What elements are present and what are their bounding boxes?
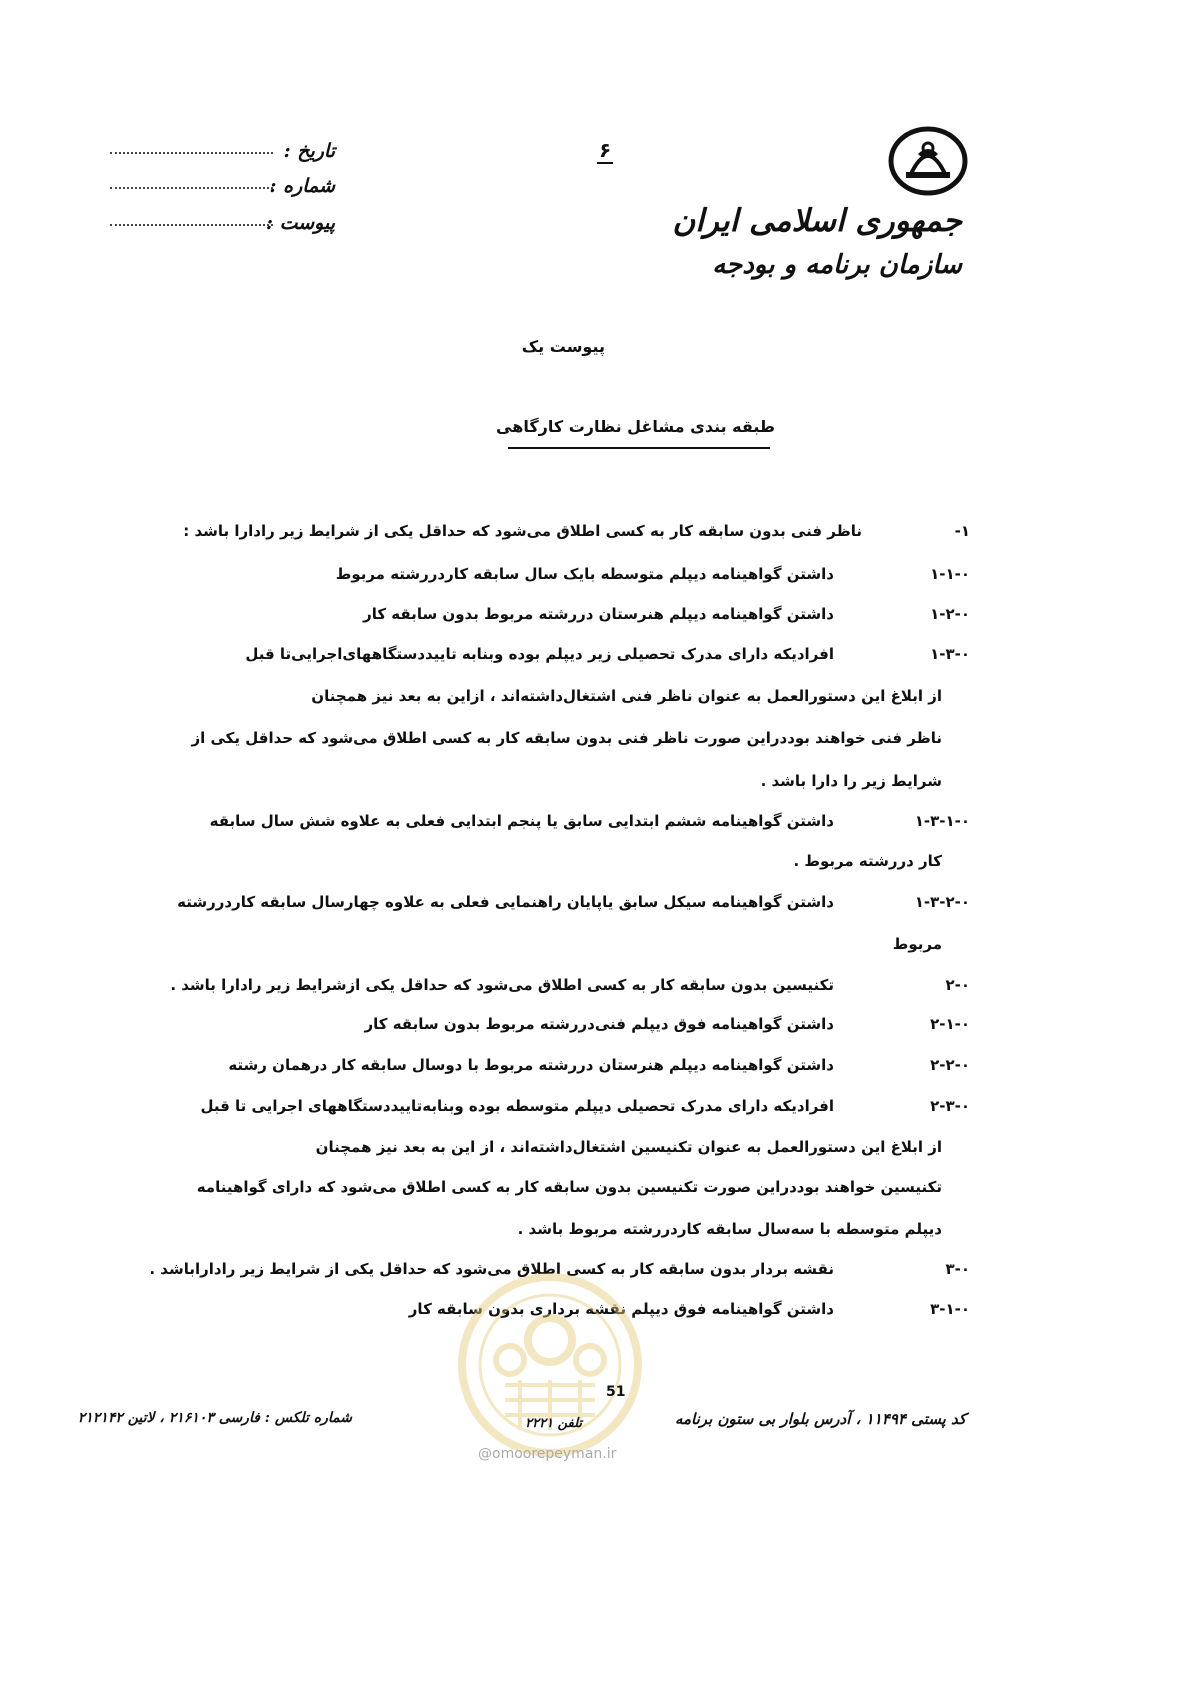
clause-text: ناظر فنی بدون سابقه کار به کسی اطلاق می‌شود که حداقل یکی از شرایط زیر رادارا باشد : <box>183 522 862 540</box>
footer-telex: شماره تلکس : فارسی ۲۱۶۱۰۳ ، لاتین ۲۱۲۱۴۲ <box>77 1410 352 1426</box>
attachment-label: پیوست : <box>265 212 335 234</box>
clause-text: مربوط <box>892 935 942 953</box>
clause-text: داشتن گواهینامه ششم ابتدایی سابق یا پنجم ابتدایی فعلی به علاوه شش سال سابقه <box>209 812 834 830</box>
clause-text: ناظر فنی خواهند بوددراین صورت ناظر فنی بدون سابقه کار به کسی اطلاق می‌شود که حداقل یکی از <box>191 729 942 747</box>
clause-number: -۱ <box>954 522 970 540</box>
document-title: طبقه بندی مشاغل نظارت کارگاهی <box>496 417 775 436</box>
clause-number: ۲-۱-۰ <box>930 1015 970 1033</box>
clause-text: افرادیکه دارای مدرک تحصیلی دیپلم متوسطه بوده وبنابه‌تاییددستگاههای اجرایی تا قبل <box>200 1097 834 1115</box>
clause-number: ۳-۰ <box>945 1260 970 1278</box>
clause-number: ۱-۳-۲-۰ <box>914 893 970 911</box>
clause-text: داشتن گواهینامه دیپلم هنرستان دررشته مربوط با دوسال سابقه کار درهمان رشته <box>228 1056 834 1074</box>
clause-text: داشتن گواهینامه دیپلم هنرستان دررشته مربوط بدون سابقه کار <box>363 605 834 623</box>
clause-text: کار دررشته مربوط . <box>793 852 942 870</box>
org-department: سازمان برنامه و بودجه <box>712 250 962 280</box>
clause-text: تکنیسین خواهند بوددراین صورت تکنیسین بدون سابقه کار به کسی اطلاق می‌شود که دارای گواهینامه <box>196 1178 942 1196</box>
footer-address: کد پستی ۱۱۴۹۴ ، آدرس بلوار بی ستون برنامه <box>674 1410 966 1428</box>
clause-text: دیپلم متوسطه با سه‌سال سابقه کاردررشته مربوط باشد . <box>517 1220 942 1238</box>
org-name: جمهوری اسلامی ایران <box>672 203 962 239</box>
clause-text: داشتن گواهینامه سیکل سابق یاپایان راهنمایی فعلی به علاوه چهارسال سابقه کاردررشته <box>177 893 834 911</box>
watermark-seal <box>450 1265 650 1465</box>
clause-text: داشتن گواهینامه فوق دیپلم نقشه برداری بدون سابقه کار <box>408 1300 834 1318</box>
clause-text: تکنیسین بدون سابقه کار به کسی اطلاق می‌شود که حداقل یکی ازشرایط زیر رادارا باشد . <box>170 976 834 994</box>
clause-text: شرایط زیر را دارا باشد . <box>760 772 942 790</box>
watermark-site: @omoorepeyman.ir <box>478 1446 617 1462</box>
clause-text: از ابلاغ این دستورالعمل به عنوان ناظر فنی اشتغال‌داشته‌اند ، ازاین به بعد نیز همچنان <box>311 687 942 705</box>
watermark-number: 51 <box>606 1384 626 1400</box>
attachment-heading: پیوست یک <box>521 337 605 356</box>
clause-text: داشتن گواهینامه فوق دیپلم فنی‌دررشته مربوط بدون سابقه کار <box>364 1015 834 1033</box>
clause-number: ۲-۲-۰ <box>930 1056 970 1074</box>
clause-text: داشتن گواهینامه دیپلم متوسطه بایک سال سابقه کاردررشته مربوط <box>335 565 834 583</box>
clause-text: از ابلاغ این دستورالعمل به عنوان تکنیسین اشتغال‌داشته‌اند ، از این به بعد نیز همچنان <box>315 1138 942 1156</box>
footer-phone: تلفن ۲۲۲۱ <box>525 1416 582 1431</box>
number-label: شماره : <box>269 175 335 197</box>
clause-number: ۱-۲-۰ <box>930 605 970 623</box>
clause-number: ۱-۳-۰ <box>930 645 970 663</box>
clause-number: ۲-۳-۰ <box>930 1097 970 1115</box>
clause-number: ۲-۰ <box>945 976 970 994</box>
clause-number: ۳-۱-۰ <box>930 1300 970 1318</box>
date-label: تاریخ : <box>283 140 335 162</box>
page-number: ۶ <box>599 138 612 162</box>
clause-number: ۱-۳-۱-۰ <box>914 812 970 830</box>
clause-text: نقشه بردار بدون سابقه کار به کسی اطلاق می‌شود که حداقل یکی از شرایط زیر رادارا‌باشد . <box>149 1260 834 1278</box>
clause-text: افرادیکه دارای مدرک تحصیلی زیر دیپلم بوده وبنابه تاییددستگاههای‌اجرایی‌تا قبل <box>245 645 834 663</box>
clause-number: ۱-۱-۰ <box>930 565 970 583</box>
